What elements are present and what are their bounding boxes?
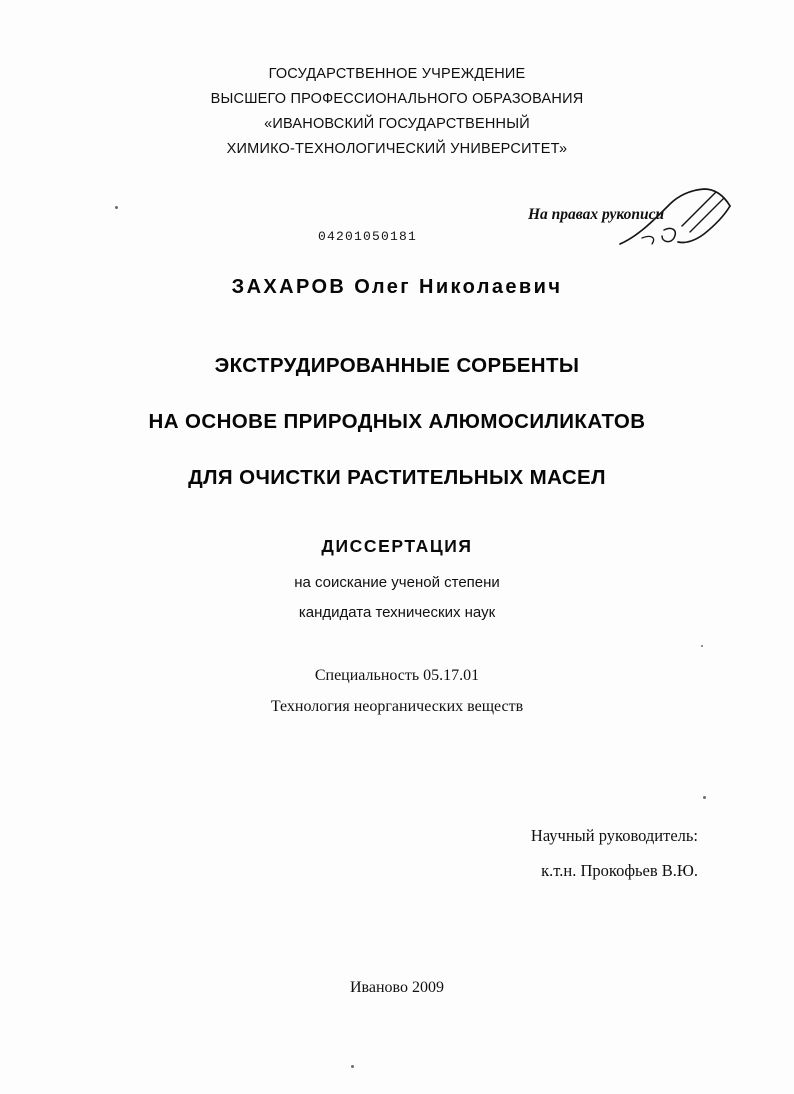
place-and-year: Иваново 2009: [349, 979, 444, 996]
specialty-block: [0, 660, 794, 722]
degree-statement: [0, 568, 794, 628]
institution-line-3: «ИВАНОВСКИЙ ГОСУДАРСТВЕННЫЙ: [264, 116, 530, 132]
institution-line-1: ГОСУДАРСТВЕННОЕ УЧРЕЖДЕНИЕ: [268, 66, 526, 82]
specialty-code: Специальность 05.17.01: [314, 667, 480, 684]
title-line-3: ДЛЯ ОЧИСТКИ РАСТИТЕЛЬНЫХ МАСЕЛ: [188, 466, 606, 489]
institution-line-4: ХИМИКО-ТЕХНОЛОГИЧЕСКИЙ УНИВЕРСИТЕТ»: [226, 141, 568, 157]
title-line-1: ЭКСТРУДИРОВАННЫЕ СОРБЕНТЫ: [214, 354, 580, 377]
title-line-2: НА ОСНОВЕ ПРИРОДНЫХ АЛЮМОСИЛИКАТОВ: [148, 410, 646, 433]
degree-line-2: кандидата технических наук: [298, 604, 496, 621]
institution-line-2: ВЫСШЕГО ПРОФЕССИОНАЛЬНОГО ОБРАЗОВАНИЯ: [210, 91, 584, 107]
scan-speck: [701, 645, 703, 647]
scan-speck: [703, 796, 706, 799]
supervisor-block: [0, 818, 698, 888]
specialty-name: Технология неорганических веществ: [270, 698, 524, 715]
scan-speck: [351, 1065, 354, 1068]
work-type: ДИССЕРТАЦИЯ: [321, 536, 473, 556]
registration-code: 04201050181: [318, 229, 418, 244]
degree-line-1: на соискание ученой степени: [294, 574, 500, 591]
document-title: [0, 338, 794, 506]
supervisor-label: Научный руководитель:: [530, 826, 698, 845]
author-name: ЗАХАРОВ Олег Николаевич: [231, 276, 563, 298]
scan-speck: [115, 206, 118, 209]
institution-header: [0, 62, 794, 162]
manuscript-note: На правах рукописи: [528, 206, 665, 223]
supervisor-name: к.т.н. Прокофьев В.Ю.: [541, 861, 698, 880]
